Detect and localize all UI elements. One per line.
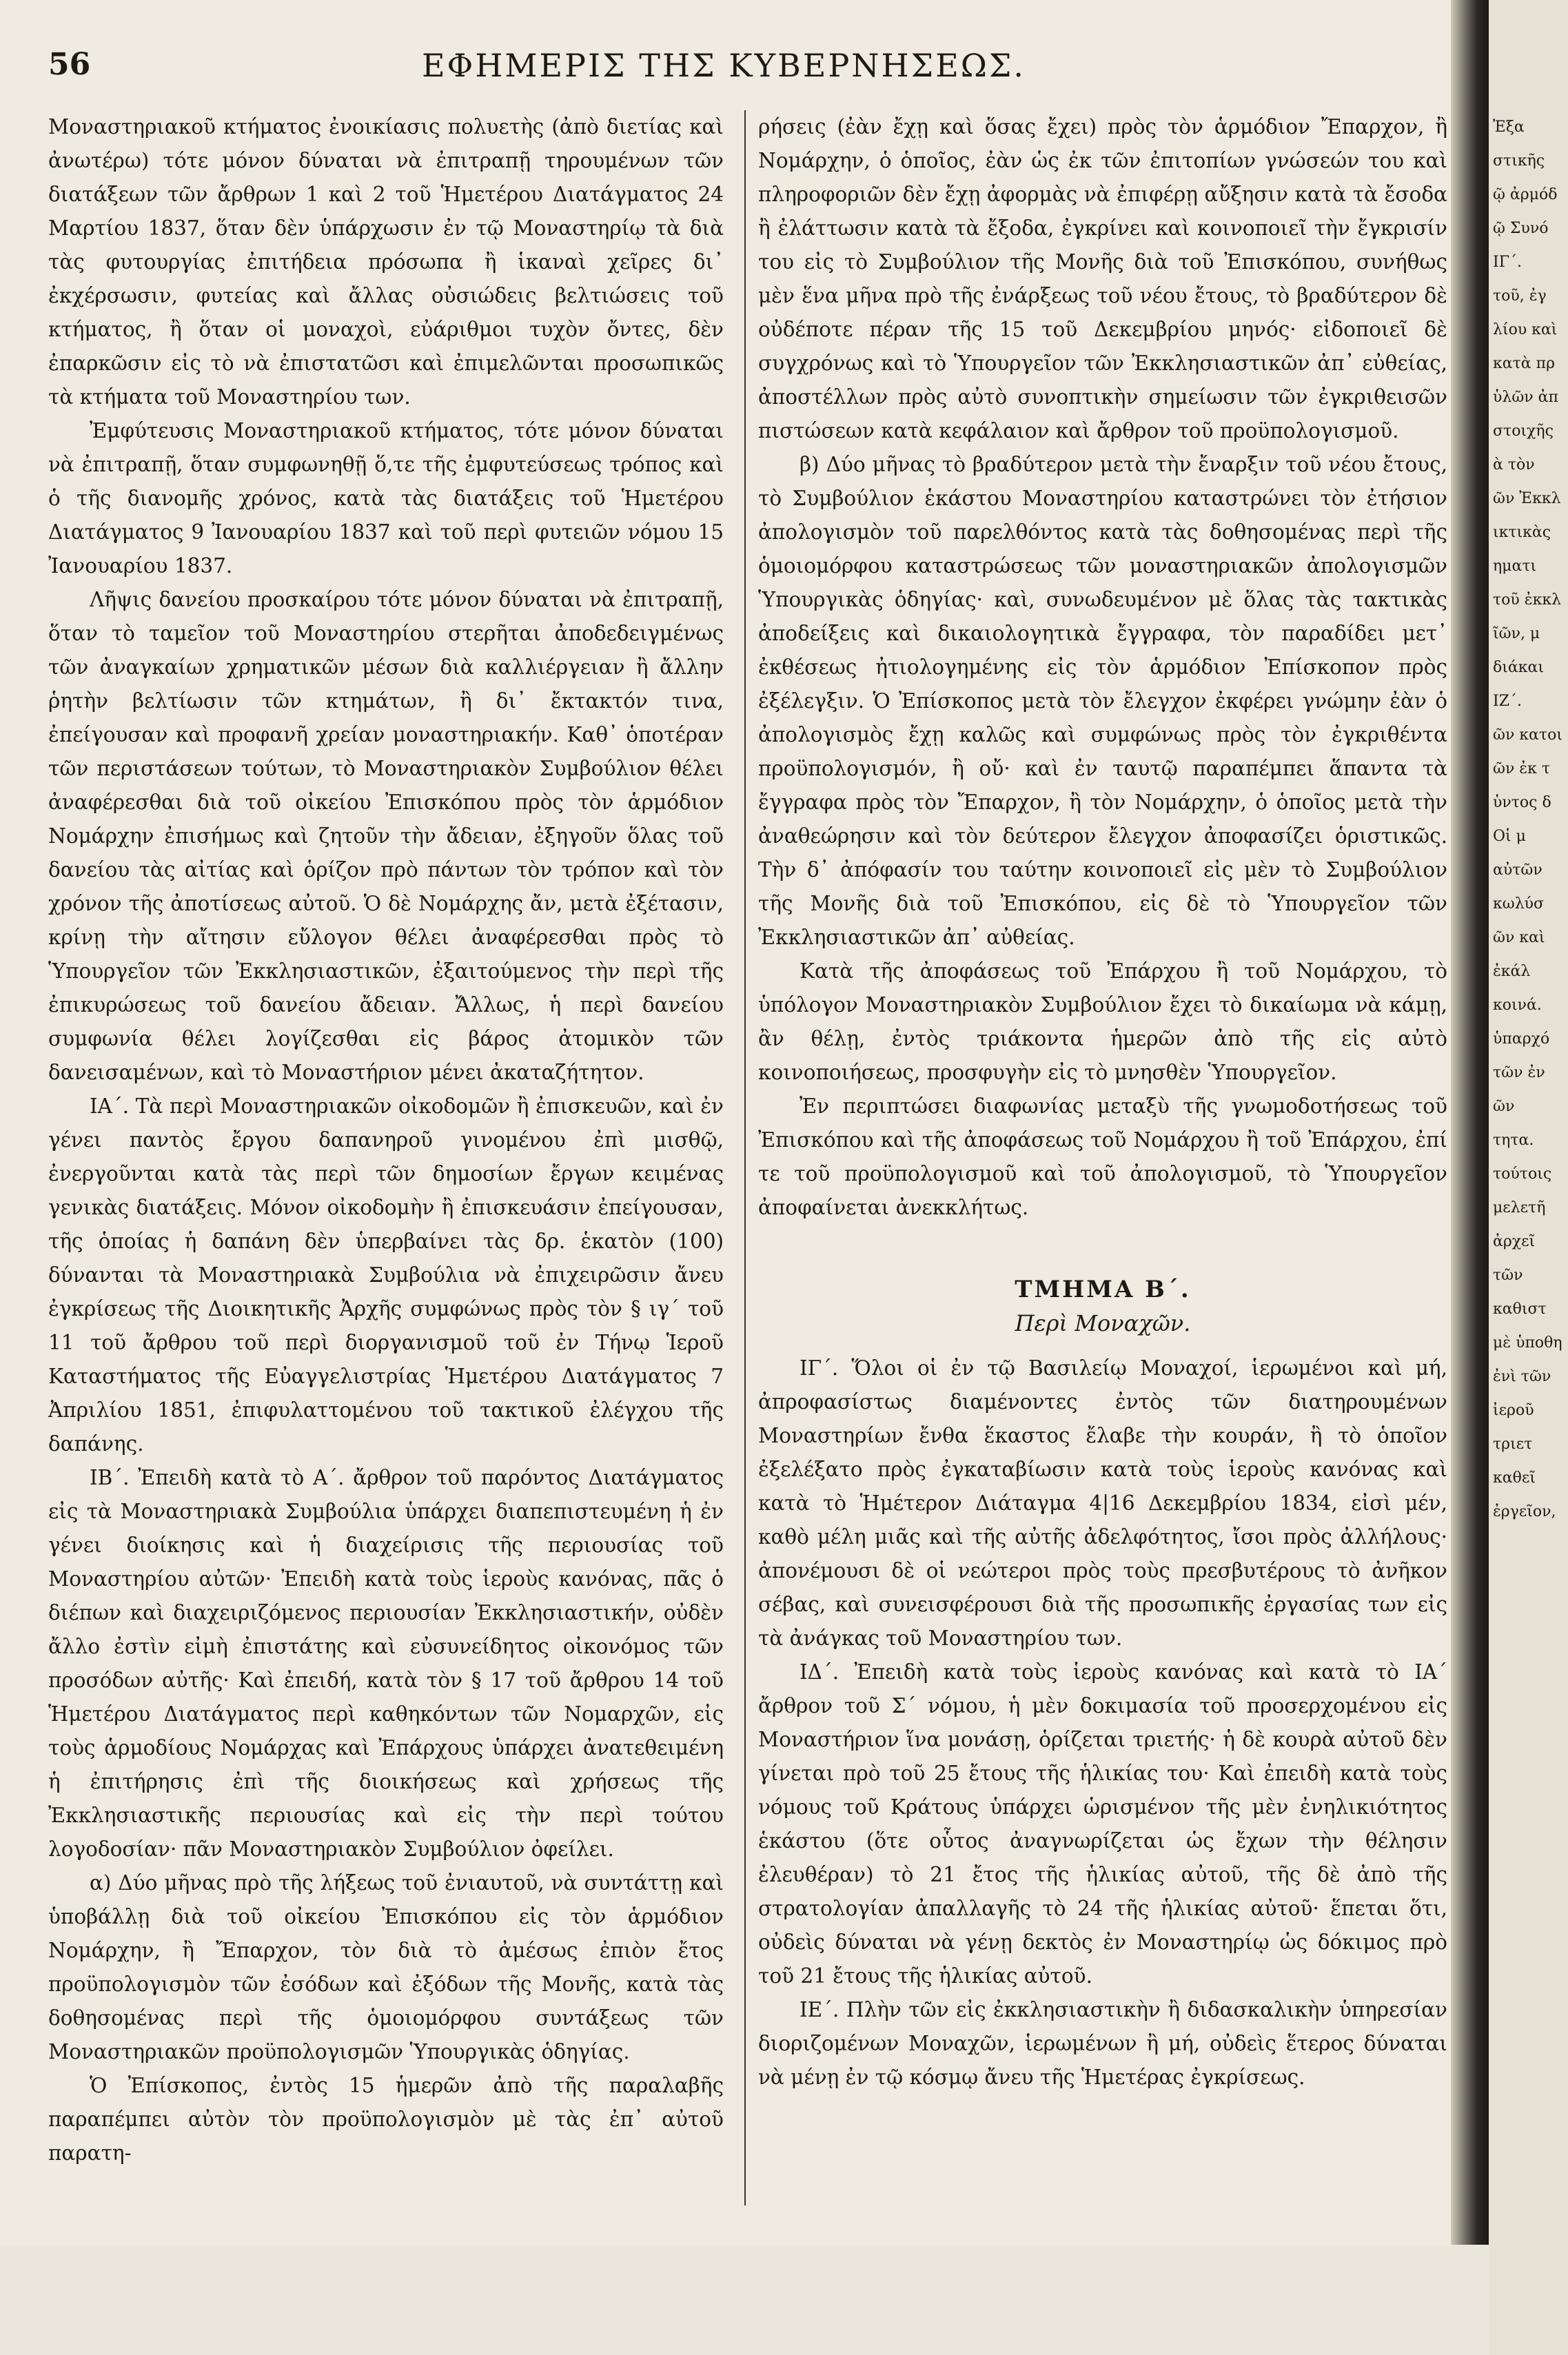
next-page-fragment: τοῦ ἐκκλ	[1493, 591, 1562, 609]
next-page-fragment: ὑντος δ	[1493, 794, 1551, 811]
right-column-top	[758, 110, 1447, 1225]
next-page-edge	[1489, 0, 1568, 2355]
next-page-fragment: ΙΓ΄.	[1493, 254, 1522, 271]
next-page-fragment: τούτοις	[1493, 1165, 1552, 1183]
paragraph: Κατὰ τῆς ἀποφάσεως τοῦ Ἐπάρχου ἢ τοῦ Νομάρχου, τὸ ὑπόλογον Μοναστηριακὸν Συμβούλιον ἔχει τὸ δικαίωμα νὰ κάμῃ, ἂν θέλῃ, ἐντὸς τριάκοντα ἡμερῶν ἀπὸ τῆς εἰς αὐτὸ κοινοποιήσεως, προσφυγὴν εἰς τὸ μνησθὲν Ὑπουργεῖον.	[758, 959, 1447, 1084]
paragraph: ΙΑ΄. Τὰ περὶ Μοναστηριακῶν οἰκοδομῶν ἢ ἐπισκευῶν, καὶ ἐν γένει παντὸς ἔργου δαπανηροῦ γινομένου ἐπὶ μισθῷ, ἐνεργοῦνται κατὰ τὰς περὶ τῶν δημοσίων ἔργων κειμένας γενικὰς διατάξεις. Μόνον οἰκοδομὴν ἢ ἐπισκευάσιν ἐπείγουσαν, τῆς ὁποίας ἡ δαπάνη δὲν ὑπερβαίνει τὰς δρ. ἑκατὸν (100) δύνανται τὰ Μοναστηριακὰ Συμβούλια νὰ ἐπιχειρῶσιν ἄνευ ἐγκρίσεως τῆς Διοικητικῆς Ἀρχῆς συμφώνως πρὸς τὸν § ιγ΄ τοῦ 11 τοῦ ἄρθρου τοῦ περὶ διοργανισμοῦ τοῦ ἐν Τήνῳ Ἱεροῦ Καταστήματος τῆς Εὐαγγελιστρίας Ἡμετέρου Διατάγματος 7 Ἀπριλίου 1851, ἐπιφυλαττομένου τοῦ τακτικοῦ ἐλέγχου τῆς δαπάνης.	[48, 1094, 724, 1456]
right-column	[758, 110, 1447, 2094]
left-column	[48, 110, 724, 2170]
next-page-fragment: στικῆς	[1493, 152, 1545, 170]
paragraph: Ἐμφύτευσις Μοναστηριακοῦ κτήματος, τότε μόνον δύναται νὰ ἐπιτραπῇ, ὅταν συμφωνηθῇ ὅ,τε τῆς ἐμφυτεύσεως τρόπος καὶ ὁ τῆς διανομῆς χρόνος, κατὰ τὰς διατάξεις τοῦ Ἡμετέρου Διατάγματος 9 Ἰανουαρίου 1837 καὶ τοῦ περὶ φυτειῶν νόμου 15 Ἰανουαρίου 1837.	[48, 419, 724, 578]
next-page-fragment: Οἱ μ	[1493, 828, 1526, 845]
right-column-bottom	[758, 1352, 1447, 2094]
next-page-fragment: ικτικὰς	[1493, 524, 1551, 541]
next-page-fragment: διάκαι	[1493, 659, 1544, 676]
next-page-fragment: μὲ ὑποθη	[1493, 1334, 1562, 1352]
page-number: 56	[48, 47, 91, 82]
next-page-fragment: μελετῆ	[1493, 1199, 1546, 1216]
next-page-fragment: ἱεροῦ	[1493, 1402, 1534, 1419]
column-rule	[744, 110, 746, 2205]
next-page-fragment: ῶν Ἐκκλ	[1493, 490, 1561, 507]
next-page-fragment: τῶν	[1493, 1267, 1523, 1284]
paragraph: Λῆψις δανείου προσκαίρου τότε μόνον δύναται νὰ ἐπιτραπῇ, ὅταν τὸ ταμεῖον τοῦ Μοναστηρίου στερῆται ἀποδεδειγμένως τῶν ἀναγκαίων χρηματικῶν μέσων διὰ καλλιέργειαν ἢ ἄλλην ῥητὴν βελτίωσιν τῶν κτημάτων, ἢ δι᾽ ἔκτακτόν τινα, ἐπείγουσαν καὶ προφανῆ χρείαν μοναστηριακήν. Καθ᾽ ὁποτέραν τῶν περιστάσεων τούτων, τὸ Μοναστηριακὸν Συμβούλιον θέλει ἀναφέρεσθαι διὰ τοῦ οἰκείου Ἐπισκόπου πρὸς τὸν ἁρμόδιον Νομάρχην ἐπισήμως καὶ ζητοῦν τὴν ἄδειαν, ἐξηγοῦν ὅλας τοῦ δανείου τὰς αἰτίας καὶ ὁρίζον πρὸ πάντων τὸν τρόπον καὶ τὸν χρόνον τῆς ἀποτίσεως αὐτοῦ. Ὁ δὲ Νομάρχης ἄν, μετὰ ἐξέτασιν, κρίνῃ τὴν αἴτησιν εὔλογον θέλει ἀναφέρεσθαι πρὸς τὸ Ὑπουργεῖον τῶν Ἐκκλησιαστικῶν, ἐξαιτούμενος τὴν περὶ τῆς ἐπικυρώσεως τοῦ δανείου ἄδειαν. Ἄλλως, ἡ περὶ δανείου συμφωνία θέλει λογίζεσθαι εἰς βάρος ἀτομικὸν τῶν δανεισαμένων, καὶ τὸ Μοναστήριον μένει ἀκαταζήτητον.	[48, 588, 724, 1084]
next-page-fragment: καθιστ	[1493, 1301, 1547, 1318]
next-page-fragment: ῷ ἀρμόδ	[1493, 186, 1558, 203]
next-page-fragment: ὰ τὸν	[1493, 456, 1535, 473]
next-page-fragment: ῶν ἐκ τ	[1493, 760, 1551, 777]
next-page-fragment: ἐνὶ τῶν	[1493, 1368, 1551, 1385]
next-page-fragment: ὑπαρχό	[1493, 1030, 1550, 1048]
next-page-fragment: τῶν ἐν	[1493, 1064, 1545, 1081]
next-page-fragment: τητα.	[1493, 1132, 1534, 1149]
section-title: ΤΜΗΜΑ Β΄.	[1015, 1276, 1191, 1303]
paragraph: ρήσεις (ἐὰν ἔχῃ καὶ ὅσας ἔχει) πρὸς τὸν ἁρμόδιον Ἔπαρχον, ἢ Νομάρχην, ὁ ὁποῖος, ἐὰν ὡς ἐκ τῶν ἐπιτοπίων γνώσεών του καὶ πληροφοριῶν δὲν ἔχῃ ἀφορμὰς νὰ ἐπιφέρῃ αὔξησιν κατὰ τὰ ἔσοδα ἢ ἐλάττωσιν κατὰ τὰ ἔξοδα, ἐγκρίνει καὶ κοινοποιεῖ τὴν ἔγκρισίν του εἰς τὸ Συμβούλιον τῆς Μονῆς διὰ τοῦ Ἐπισκόπου, συνήθως μὲν ἕνα μῆνα πρὸ τῆς ἐνάρξεως τοῦ νέου ἔτους, τὸ βραδύτερον δὲ οὐδέποτε πέραν τῆς 15 τοῦ Δεκεμβρίου μηνός· εἰδοποιεῖ δὲ συγχρόνως καὶ τὸ Ὑπουργεῖον τῶν Ἐκκλησιαστικῶν ἀπ᾽ εὐθείας, ἀποστέλλων πρὸς αὐτὸ συνοπτικὴν σημείωσιν τῶν ἐγκριθεισῶν πιστώσεων κατὰ κεφάλαιον καὶ ἄρθρον τοῦ προϋπολογισμοῦ.	[758, 115, 1447, 442]
paragraph: ΙΕ΄. Πλὴν τῶν εἰς ἐκκλησιαστικὴν ἢ διδασκαλικὴν ὑπηρεσίαν διοριζομένων Μοναχῶν, ἱερωμένων ἢ μή, οὐδεὶς ἕτερος δύναται νὰ μένῃ ἐν τῷ κόσμῳ ἄνευ τῆς Ἡμετέρας ἐγκρίσεως.	[758, 1998, 1447, 2089]
next-page-fragment: αὐτῶν	[1493, 862, 1542, 879]
next-page-fragment: ἐκάλ	[1493, 963, 1531, 980]
book-gutter	[1451, 0, 1489, 2245]
next-page-fragment: ηματι	[1493, 558, 1537, 575]
paragraph: Ὁ Ἐπίσκοπος, ἐντὸς 15 ἡμερῶν ἀπὸ τῆς παραλαβῆς παραπέμπει αὐτὸν τὸν προϋπολογισμὸν μὲ τὰς ἐπ᾽ αὐτοῦ παρατη-	[48, 2074, 724, 2165]
paragraph: Μοναστηριακοῦ κτήματος ἐνοικίασις πολυετὴς (ἀπὸ διετίας καὶ ἀνωτέρω) τότε μόνον δύναται νὰ ἐπιτραπῇ τηρουμένων τῶν διατάξεων τῶν ἄρθρων 1 καὶ 2 τοῦ Ἡμετέρου Διατάγματος 24 Μαρτίου 1837, ὅταν δὲν ὑπάρχωσιν ἐν τῷ Μοναστηρίῳ τὰ διὰ τὰς φυτουργίας ἐπιτήδεια πρόσωπα ἢ ἱκαναὶ χεῖρες δι᾽ ἐκχέρσωσιν, φυτείας καὶ ἄλλας οὐσιώδεις βελτιώσεις τοῦ κτήματος, ἢ ὅταν οἱ μοναχοὶ, εὐάριθμοι τυχὸν ὄντες, δὲν ἐπαρκῶσιν εἰς τὸ νὰ ἐπιστατῶσι καὶ ἐπιμελῶνται προσωπικῶς τὰ κτήματα τοῦ Μοναστηρίου των.	[48, 115, 724, 409]
next-page-fragment: ἀρχεῖ	[1493, 1233, 1536, 1250]
next-page-fragment: Ἐξα	[1493, 119, 1525, 136]
paragraph: ΙΒ΄. Ἐπειδὴ κατὰ τὸ Α΄. ἄρθρον τοῦ παρόντος Διατάγματος εἰς τὰ Μοναστηριακὰ Συμβούλια ὑπάρχει διαπεπιστευμένη ἡ ἐν γένει διοίκησις καὶ ἡ διαχείρισις τῆς περιουσίας τοῦ Μοναστηρίου αὐτῶν· Ἐπειδὴ κατὰ τοὺς ἱεροὺς κανόνας, πᾶς ὁ διέπων καὶ διαχειριζόμενος περιουσίαν Ἐκκλησιαστικήν, οὐδὲν ἄλλο ἐστὶν εἰμὴ ἐπιστάτης καὶ εὐσυνείδητος οἰκονόμος τῶν προσόδων αὐτῆς· Καὶ ἐπειδή, κατὰ τὸν § 17 τοῦ ἄρθρου 14 τοῦ Ἡμετέρου Διατάγματος περὶ καθηκόντων τῶν Νομαρχῶν, εἰς τοὺς ἁρμοδίους Νομάρχας καὶ Ἐπάρχους ὑπάρχει ἀνατεθειμένη ἡ ἐπιτήρησις ἐπὶ τῆς διοικήσεως καὶ χρήσεως τῆς Ἐκκλησιαστικῆς περιουσίας καὶ εἰς τὴν περὶ τούτου λογοδοσίαν· πᾶν Μοναστηριακὸν Συμβούλιον ὀφείλει.	[48, 1466, 724, 1861]
page-header	[48, 47, 1399, 95]
next-page-fragment: ῷ Συνό	[1493, 220, 1549, 237]
next-page-fragment: κατὰ πρ	[1493, 355, 1556, 372]
next-page-fragment: ῶν κατοι	[1493, 726, 1562, 744]
next-page-fragment: κοινά.	[1493, 997, 1542, 1014]
next-page-fragment: λίου καὶ	[1493, 321, 1558, 338]
next-page-fragment: ΙΖ΄.	[1493, 693, 1522, 710]
section-subtitle: Περὶ Μοναχῶν.	[1015, 1310, 1191, 1336]
next-page-fragment: ῖῶν, μ	[1493, 625, 1540, 642]
next-page-fragment: καθεῖ	[1493, 1469, 1536, 1487]
next-page-fragment: ῶν	[1493, 1098, 1515, 1115]
paragraph: ΙΔ΄. Ἐπειδὴ κατὰ τοὺς ἱεροὺς κανόνας καὶ κατὰ τὸ ΙΑ΄ ἄρθρον τοῦ Σ΄ νόμου, ἡ μὲν δοκιμασία τοῦ προσερχομένου εἰς Μοναστήριον ἵνα μονάσῃ, ὁρίζεται τριετής· ἡ δὲ κουρὰ αὐτοῦ δὲν γίνεται πρὸ τοῦ 25 ἔτους τῆς ἡλικίας του· Καὶ ἐπειδὴ κατὰ τοὺς νόμους τοῦ Κράτους ὑπάρχει ὡρισμένον τῆς μὲν ἐνηλικιότητος ἑκάστου (ὅτε οὗτος ἀναγνωρίζεται ὡς ἔχων τὴν θέλησιν ἐλευθέραν) τὸ 21 ἔτος τῆς ἡλικίας αὐτοῦ, τῆς δὲ ἀπὸ τῆς στρατολογίαν ἀπαλλαγῆς τὸ 24 τῆς ἡλικίας αὐτοῦ· ἕπεται ὅτι, οὐδεὶς δύναται νὰ γένῃ δεκτὸς ἐν Μοναστηρίῳ ὡς δόκιμος πρὸ τοῦ 21 ἔτους τῆς ἡλικίας αὐτοῦ.	[758, 1660, 1447, 1988]
paragraph: α) Δύο μῆνας πρὸ τῆς λήξεως τοῦ ἐνιαυτοῦ, νὰ συντάττῃ καὶ ὑποβάλλῃ διὰ τοῦ οἰκείου Ἐπισκόπου εἰς τὸν ἁρμόδιον Νομάρχην, ἢ Ἔπαρχον, τὸν διὰ τὸ ἀμέσως ἐπιὸν ἔτος προϋπολογισμὸν τῶν ἐσόδων καὶ ἐξόδων τῆς Μονῆς, κατὰ τὰς δοθησομένας περὶ τῆς ὁμοιομόρφου συντάξεως τῶν Μοναστηριακῶν προϋπολογισμῶν Ὑπουργικὰς ὁδηγίας.	[48, 1871, 724, 2063]
next-page-fragment: στοιχῆς	[1493, 422, 1554, 440]
running-title: ΕΦΗΜΕΡΙΣ ΤΗΣ ΚΥΒΕΡΝΗΣΕΩΣ.	[421, 47, 1026, 84]
next-page-fragment: τοῦ, ἐγ	[1493, 287, 1547, 305]
next-page-fragment: ὑλῶν ἀπ	[1493, 389, 1558, 406]
next-page-fragment: τριετ	[1493, 1436, 1533, 1453]
next-page-fragment: κωλύσ	[1493, 895, 1545, 913]
next-page-fragment: ἐργεῖον,	[1493, 1503, 1556, 1520]
paragraph: Ἐν περιπτώσει διαφωνίας μεταξὺ τῆς γνωμοδοτήσεως τοῦ Ἐπισκόπου καὶ τῆς ἀποφάσεως τοῦ Νομάρχου ἢ τοῦ Ἐπάρχου, ἐπί τε τοῦ προϋπολογισμοῦ καὶ τοῦ ἀπολογισμοῦ, τὸ Ὑπουργεῖον ἀποφαίνεται ἀνεκκλήτως.	[758, 1094, 1447, 1219]
paragraph: β) Δύο μῆνας τὸ βραδύτερον μετὰ τὴν ἔναρξιν τοῦ νέου ἔτους, τὸ Συμβούλιον ἑκάστου Μοναστηρίου καταστρώνει τὸν ἐτήσιον ἀπολογισμὸν τοῦ παρελθόντος κατὰ τὰς δοθησομένας περὶ τῆς ὁμοιομόρφου καταστρώσεως τῶν μοναστηριακῶν ἀπολογισμῶν Ὑπουργικὰς ὁδηγίας· καὶ, συνωδευμένον μὲ ὅλας τὰς τακτικὰς ἀποδείξεις καὶ δικαιολογητικὰ ἔγγραφα, τὸν παραδίδει μετ᾽ ἐκθέσεως ἠτιολογημένης εἰς τὸν ἁρμόδιον Ἐπίσκοπον πρὸς ἐξέλεγξιν. Ὁ Ἐπίσκοπος μετὰ τὸν ἔλεγχον ἐκφέρει γνώμην ἐὰν ὁ ἀπολογισμὸς ἔχῃ καλῶς καὶ συμφώνως πρὸς τὸν ἐγκριθέντα προϋπολογισμόν, ἢ οὔ· καὶ ἐν ταυτῷ παραπέμπει ἅπαντα τὰ ἔγγραφα πρὸς τὸν Ἔπαρχον, ἢ τὸν Νομάρχην, ὁ ὁποῖος μετὰ τὴν ἀναθεώρησιν καὶ τὸν δεύτερον ἔλεγχον ἀποφασίζει ὁριστικῶς. Τὴν δ᾽ ἀπόφασίν του ταύτην κοινοποιεῖ εἰς μὲν τὸ Συμβούλιον τῆς Μονῆς διὰ τοῦ Ἐπισκόπου, εἰς δὲ τὸ Ὑπουργεῖον τῶν Ἐκκλησιαστικῶν ἀπ᾽ αὐθείας.	[758, 453, 1447, 949]
paragraph: ΙΓ΄. Ὅλοι οἱ ἐν τῷ Βασιλείῳ Μοναχοί, ἱερωμένοι καὶ μή, ἀπροφασίστως διαμένοντες ἐντὸς τῶν διατηρουμένων Μοναστηρίων ἔνθα ἕκαστος ἔλαβε τὴν κουράν, ἢ τὸ ὁποῖον ἐξελέξατο πρὸς ἐγκαταβίωσιν κατὰ τοὺς ἱεροὺς κανόνας καὶ κατὰ τὸ Ἡμέτερον Διάταγμα 4|16 Δεκεμβρίου 1834, εἰσὶ μέν, καθὸ μέλη μιᾶς καὶ τῆς αὐτῆς ἀδελφότητος, ἴσοι πρὸς ἀλλήλους· ἀπονέμουσι δὲ οἱ νεώτεροι πρὸς τοὺς πρεσβυτέρους τὸ ἀνῆκον σέβας, καὶ συνεισφέρουσι διὰ τῆς προσωπικῆς ἐργασίας των εἰς τὰ ἀνάγκας τοῦ Μοναστηρίου των.	[758, 1356, 1447, 1650]
next-page-fragment: ῶν καὶ	[1493, 929, 1545, 946]
